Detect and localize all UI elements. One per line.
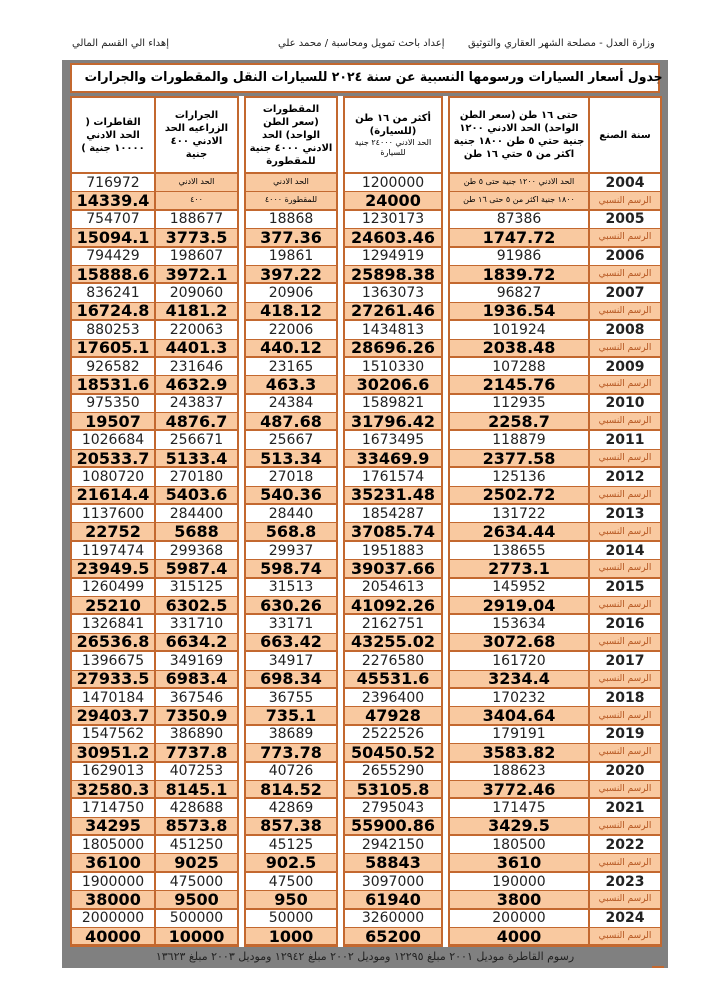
fee-cell: 8573.8 <box>156 818 237 836</box>
price-cell: 1470184 <box>72 689 154 707</box>
fee-cell: 3072.68 <box>450 634 588 652</box>
fee-cell: 2038.48 <box>450 340 588 358</box>
year-cell: 2013 <box>590 505 660 523</box>
price-cell: 161720 <box>450 652 588 670</box>
fee-cell: 2502.72 <box>450 487 588 505</box>
header-tractors: الجرارات الزراعيه الحد الادني ٤٠٠ جنية <box>156 98 237 174</box>
fee-label: الرسم النسبي <box>590 340 660 358</box>
fee-label: الرسم النسبي <box>590 192 660 210</box>
fee-cell: 20533.7 <box>72 450 154 468</box>
fee-label: الرسم النسبي <box>590 781 660 799</box>
price-cell: 2942150 <box>345 836 441 854</box>
fee-cell: 1747.72 <box>450 229 588 247</box>
corner-mark <box>652 966 664 968</box>
price-cell: 880253 <box>72 321 154 339</box>
price-cell: 125136 <box>450 468 588 486</box>
fee-cell: 630.26 <box>246 597 336 615</box>
fee-cell: 15888.6 <box>72 266 154 284</box>
price-cell: 29937 <box>246 542 336 560</box>
fee-cell: 32580.3 <box>72 781 154 799</box>
price-cell: 2795043 <box>345 799 441 817</box>
price-cell: 28440 <box>246 505 336 523</box>
price-cell: 270180 <box>156 468 237 486</box>
year-cell: 2017 <box>590 652 660 670</box>
price-cell: 138655 <box>450 542 588 560</box>
fee-cell: 47928 <box>345 707 441 725</box>
footer-note: رسوم القاطرة موديل ٢٠٠١ مبلغ ١٢٢٩٥ وموديل ٢٠٠٢ مبلغ ١٢٩٤٢ وموديل ٢٠٠٣ مبلغ ١٣٦٢٣ <box>155 950 575 963</box>
price-cell: 34917 <box>246 652 336 670</box>
year-cell: 2016 <box>590 615 660 633</box>
fee-cell: 23949.5 <box>72 560 154 578</box>
price-cell: 145952 <box>450 579 588 597</box>
fee-cell: 30951.2 <box>72 744 154 762</box>
year-cell: 2006 <box>590 248 660 266</box>
fee-cell: 950 <box>246 891 336 909</box>
fee-cell: 18531.6 <box>72 376 154 394</box>
price-cell: 19861 <box>246 248 336 266</box>
fee-cell: 65200 <box>345 928 441 946</box>
fee-cell: 902.5 <box>246 854 336 872</box>
fee-cell: 5987.4 <box>156 560 237 578</box>
dedication-label: إهداء الي القسم المالي <box>72 38 169 49</box>
fee-cell: 663.42 <box>246 634 336 652</box>
fee-label: الرسم النسبي <box>590 597 660 615</box>
min-note: الحد الادني ١٢٠٠ جنية حتى ٥ طن <box>450 174 588 192</box>
fee-label: الرسم النسبي <box>590 671 660 689</box>
fee-cell: 38000 <box>72 891 154 909</box>
fee-cell: 53105.8 <box>345 781 441 799</box>
fee-cell: 6302.5 <box>156 597 237 615</box>
fee-cell: 4632.9 <box>156 376 237 394</box>
min-note: الحد الادني <box>246 174 336 192</box>
fee-cell: 7350.9 <box>156 707 237 725</box>
price-cell: 3097000 <box>345 873 441 891</box>
price-cell: 107288 <box>450 358 588 376</box>
price-cell: 1260499 <box>72 579 154 597</box>
fee-cell: 3429.5 <box>450 818 588 836</box>
price-cell: 331710 <box>156 615 237 633</box>
fee-cell: 14339.4 <box>72 192 154 210</box>
price-cell: 754707 <box>72 211 154 229</box>
fee-cell: 3800 <box>450 891 588 909</box>
fee-label: الرسم النسبي <box>590 487 660 505</box>
price-cell: 2396400 <box>345 689 441 707</box>
fee-cell: 4181.2 <box>156 303 237 321</box>
fee-cell: 5688 <box>156 523 237 541</box>
fee-label: الرسم النسبي <box>590 413 660 431</box>
fee-cell: 7737.8 <box>156 744 237 762</box>
fee-cell: 22752 <box>72 523 154 541</box>
price-cell: 40726 <box>246 763 336 781</box>
fee-cell: 27261.46 <box>345 303 441 321</box>
fee-label: الرسم النسبي <box>590 707 660 725</box>
fee-cell: 43255.02 <box>345 634 441 652</box>
fee-cell: 34295 <box>72 818 154 836</box>
min-note: ٤٠٠ <box>156 192 237 210</box>
price-cell: 407253 <box>156 763 237 781</box>
fee-cell: 27933.5 <box>72 671 154 689</box>
year-cell: 2009 <box>590 358 660 376</box>
fee-cell: 540.36 <box>246 487 336 505</box>
price-cell: 112935 <box>450 395 588 413</box>
price-cell: 243837 <box>156 395 237 413</box>
fee-cell: 735.1 <box>246 707 336 725</box>
fee-cell: 6983.4 <box>156 671 237 689</box>
price-cell: 1294919 <box>345 248 441 266</box>
header-year: سنة الصنع <box>590 98 660 174</box>
fee-cell: 487.68 <box>246 413 336 431</box>
price-cell: 1805000 <box>72 836 154 854</box>
prepared-by-label: إعداد باحث تمويل ومحاسبة / محمد علي <box>278 38 445 49</box>
fee-cell: 2145.76 <box>450 376 588 394</box>
fee-cell: 3583.82 <box>450 744 588 762</box>
fee-cell: 25210 <box>72 597 154 615</box>
fee-cell: 28696.26 <box>345 340 441 358</box>
fee-label: الرسم النسبي <box>590 229 660 247</box>
price-cell: 1854287 <box>345 505 441 523</box>
price-cell: 190000 <box>450 873 588 891</box>
fee-cell: 31796.42 <box>345 413 441 431</box>
fee-label: الرسم النسبي <box>590 744 660 762</box>
price-cell: 315125 <box>156 579 237 597</box>
header-locomotives: القاطرات ( الحد الادني ١٠٠٠٠ جنية ) <box>72 98 154 174</box>
fee-cell: 55900.86 <box>345 818 441 836</box>
fee-label: الرسم النسبي <box>590 928 660 946</box>
price-cell: 198607 <box>156 248 237 266</box>
price-cell: 23165 <box>246 358 336 376</box>
price-cell: 22006 <box>246 321 336 339</box>
fee-cell: 29403.7 <box>72 707 154 725</box>
year-cell: 2023 <box>590 873 660 891</box>
price-cell: 2522526 <box>345 726 441 744</box>
fee-label: الرسم النسبي <box>590 854 660 872</box>
fee-cell: 4876.7 <box>156 413 237 431</box>
price-cell: 220063 <box>156 321 237 339</box>
price-cell: 47500 <box>246 873 336 891</box>
fee-cell: 9500 <box>156 891 237 909</box>
fee-cell: 4000 <box>450 928 588 946</box>
price-cell: 1629013 <box>72 763 154 781</box>
ministry-label: وزارة العدل - مصلحة الشهر العقاري والتوثيق <box>468 38 655 49</box>
price-cell: 153634 <box>450 615 588 633</box>
fee-cell: 39037.66 <box>345 560 441 578</box>
fee-cell: 463.3 <box>246 376 336 394</box>
price-cell: 209060 <box>156 284 237 302</box>
price-cell: 475000 <box>156 873 237 891</box>
fee-cell: 3610 <box>450 854 588 872</box>
price-cell: 500000 <box>156 910 237 928</box>
price-cell: 27018 <box>246 468 336 486</box>
header-over-16t-note: الحد الادني ٢٤٠٠٠ جنية للسيارة <box>354 138 432 157</box>
fee-cell: 35231.48 <box>345 487 441 505</box>
fee-cell: 6634.2 <box>156 634 237 652</box>
fee-cell: 598.74 <box>246 560 336 578</box>
price-cell: 36755 <box>246 689 336 707</box>
price-cell: 1547562 <box>72 726 154 744</box>
fee-cell: 377.36 <box>246 229 336 247</box>
fee-cell: 513.34 <box>246 450 336 468</box>
price-cell: 33171 <box>246 615 336 633</box>
year-cell: 2012 <box>590 468 660 486</box>
price-cell: 428688 <box>156 799 237 817</box>
fee-cell: 814.52 <box>246 781 336 799</box>
year-cell: 2019 <box>590 726 660 744</box>
price-cell: 1589821 <box>345 395 441 413</box>
fee-label: الرسم النسبي <box>590 376 660 394</box>
price-cell: 24384 <box>246 395 336 413</box>
price-cell: 200000 <box>450 910 588 928</box>
year-cell: 2021 <box>590 799 660 817</box>
price-cell: 25667 <box>246 431 336 449</box>
year-cell: 2011 <box>590 431 660 449</box>
year-cell: 2022 <box>590 836 660 854</box>
price-cell: 231646 <box>156 358 237 376</box>
price-cell: 836241 <box>72 284 154 302</box>
header-over-16t <box>345 98 441 174</box>
min-note: الحد الادني <box>156 174 237 192</box>
header-up-to-16t: حتى ١٦ طن (سعر الطن الواحد) الحد الادني ١٢٠٠ جنية حتي ٥ طن ١٨٠٠ جنية اكثر من ٥ حتي ١٦ طن <box>450 98 588 174</box>
fee-cell: 10000 <box>156 928 237 946</box>
price-cell: 1673495 <box>345 431 441 449</box>
price-cell: 1510330 <box>345 358 441 376</box>
year-cell: 2024 <box>590 910 660 928</box>
fee-label: الرسم النسبي <box>590 523 660 541</box>
fee-cell: 50450.52 <box>345 744 441 762</box>
price-cell: 1326841 <box>72 615 154 633</box>
price-cell: 20906 <box>246 284 336 302</box>
fee-cell: 1000 <box>246 928 336 946</box>
price-cell: 1951883 <box>345 542 441 560</box>
price-cell: 1761574 <box>345 468 441 486</box>
fee-cell: 1839.72 <box>450 266 588 284</box>
fee-cell: 25898.38 <box>345 266 441 284</box>
fee-label: الرسم النسبي <box>590 891 660 909</box>
price-table <box>70 96 662 947</box>
fee-cell: 3234.4 <box>450 671 588 689</box>
price-cell: 18868 <box>246 211 336 229</box>
price-cell: 171475 <box>450 799 588 817</box>
price-cell: 87386 <box>450 211 588 229</box>
price-cell: 38689 <box>246 726 336 744</box>
fee-cell: 37085.74 <box>345 523 441 541</box>
fee-cell: 5403.6 <box>156 487 237 505</box>
min-note: ١٨٠٠ جنية اكثر من ٥ حتى ١٦ طن <box>450 192 588 210</box>
price-cell: 975350 <box>72 395 154 413</box>
fee-cell: 698.34 <box>246 671 336 689</box>
price-cell: 170232 <box>450 689 588 707</box>
column-year <box>590 96 662 947</box>
fee-cell: 45531.6 <box>345 671 441 689</box>
column-trailers <box>244 96 338 947</box>
price-cell: 118879 <box>450 431 588 449</box>
column-locomotives <box>70 96 156 947</box>
fee-cell: 21614.4 <box>72 487 154 505</box>
fee-cell: 2258.7 <box>450 413 588 431</box>
price-cell: 256671 <box>156 431 237 449</box>
price-cell: 2655290 <box>345 763 441 781</box>
price-cell: 131722 <box>450 505 588 523</box>
year-cell: 2007 <box>590 284 660 302</box>
price-cell: 386890 <box>156 726 237 744</box>
price-cell: 188623 <box>450 763 588 781</box>
price-cell: 716972 <box>72 174 154 192</box>
fee-cell: 4401.3 <box>156 340 237 358</box>
fee-cell: 58843 <box>345 854 441 872</box>
fee-cell: 2634.44 <box>450 523 588 541</box>
price-cell: 2162751 <box>345 615 441 633</box>
year-cell: 2004 <box>590 174 660 192</box>
fee-label: الرسم النسبي <box>590 303 660 321</box>
fee-cell: 33469.9 <box>345 450 441 468</box>
fee-label: الرسم النسبي <box>590 818 660 836</box>
fee-cell: 9025 <box>156 854 237 872</box>
price-cell: 179191 <box>450 726 588 744</box>
page-title: جدول أسعار السيارات ورسومها النسبية عن سنة ٢٠٢٤ للسيارات النقل والمقطورات والجرارات <box>84 70 663 85</box>
fee-cell: 2377.58 <box>450 450 588 468</box>
fee-cell: 24000 <box>345 192 441 210</box>
fee-cell: 8145.1 <box>156 781 237 799</box>
fee-cell: 26536.8 <box>72 634 154 652</box>
price-cell: 794429 <box>72 248 154 266</box>
fee-cell: 773.78 <box>246 744 336 762</box>
fee-cell: 36100 <box>72 854 154 872</box>
price-cell: 1396675 <box>72 652 154 670</box>
fee-cell: 61940 <box>345 891 441 909</box>
year-cell: 2008 <box>590 321 660 339</box>
price-cell: 299368 <box>156 542 237 560</box>
fee-cell: 397.22 <box>246 266 336 284</box>
fee-cell: 24603.46 <box>345 229 441 247</box>
price-cell: 42869 <box>246 799 336 817</box>
price-cell: 1080720 <box>72 468 154 486</box>
column-over-16t <box>343 96 443 947</box>
price-cell: 1434813 <box>345 321 441 339</box>
year-cell: 2005 <box>590 211 660 229</box>
price-cell: 1137600 <box>72 505 154 523</box>
fee-cell: 1936.54 <box>450 303 588 321</box>
fee-cell: 3972.1 <box>156 266 237 284</box>
fee-label: الرسم النسبي <box>590 266 660 284</box>
fee-cell: 17605.1 <box>72 340 154 358</box>
price-cell: 367546 <box>156 689 237 707</box>
price-cell: 1230173 <box>345 211 441 229</box>
price-cell: 188677 <box>156 211 237 229</box>
price-cell: 50000 <box>246 910 336 928</box>
min-note: للمقطورة ٤٠٠٠ <box>246 192 336 210</box>
fee-cell: 15094.1 <box>72 229 154 247</box>
year-cell: 2015 <box>590 579 660 597</box>
fee-label: الرسم النسبي <box>590 450 660 468</box>
fee-cell: 40000 <box>72 928 154 946</box>
title-box <box>70 63 663 93</box>
price-cell: 45125 <box>246 836 336 854</box>
fee-cell: 19507 <box>72 413 154 431</box>
fee-cell: 3404.64 <box>450 707 588 725</box>
fee-label: الرسم النسبي <box>590 634 660 652</box>
fee-cell: 30206.6 <box>345 376 441 394</box>
price-cell: 180500 <box>450 836 588 854</box>
price-cell: 101924 <box>450 321 588 339</box>
fee-cell: 440.12 <box>246 340 336 358</box>
fee-label: الرسم النسبي <box>590 560 660 578</box>
price-cell: 1714750 <box>72 799 154 817</box>
fee-cell: 2773.1 <box>450 560 588 578</box>
price-cell: 31513 <box>246 579 336 597</box>
year-cell: 2020 <box>590 763 660 781</box>
fee-cell: 418.12 <box>246 303 336 321</box>
year-cell: 2018 <box>590 689 660 707</box>
price-cell: 3260000 <box>345 910 441 928</box>
price-cell: 1200000 <box>345 174 441 192</box>
fee-cell: 2919.04 <box>450 597 588 615</box>
fee-cell: 41092.26 <box>345 597 441 615</box>
price-cell: 349169 <box>156 652 237 670</box>
price-cell: 1900000 <box>72 873 154 891</box>
price-cell: 926582 <box>72 358 154 376</box>
fee-cell: 3772.46 <box>450 781 588 799</box>
price-cell: 96827 <box>450 284 588 302</box>
fee-cell: 16724.8 <box>72 303 154 321</box>
price-cell: 1363073 <box>345 284 441 302</box>
price-cell: 1026684 <box>72 431 154 449</box>
year-cell: 2010 <box>590 395 660 413</box>
fee-cell: 3773.5 <box>156 229 237 247</box>
header-over-16t-label: أكثر من ١٦ طن (للسيارة) <box>355 113 431 137</box>
price-cell: 2276580 <box>345 652 441 670</box>
header-trailers: المقطورات (سعر الطن الواحد) الحد الادني ٤٠٠٠ جنية للمقطورة <box>246 98 336 174</box>
fee-cell: 857.38 <box>246 818 336 836</box>
column-tractors <box>156 96 239 947</box>
price-cell: 2000000 <box>72 910 154 928</box>
price-cell: 91986 <box>450 248 588 266</box>
price-cell: 284400 <box>156 505 237 523</box>
price-cell: 451250 <box>156 836 237 854</box>
price-cell: 1197474 <box>72 542 154 560</box>
year-cell: 2014 <box>590 542 660 560</box>
fee-cell: 568.8 <box>246 523 336 541</box>
price-cell: 2054613 <box>345 579 441 597</box>
fee-cell: 5133.4 <box>156 450 237 468</box>
column-up-to-16t <box>448 96 590 947</box>
